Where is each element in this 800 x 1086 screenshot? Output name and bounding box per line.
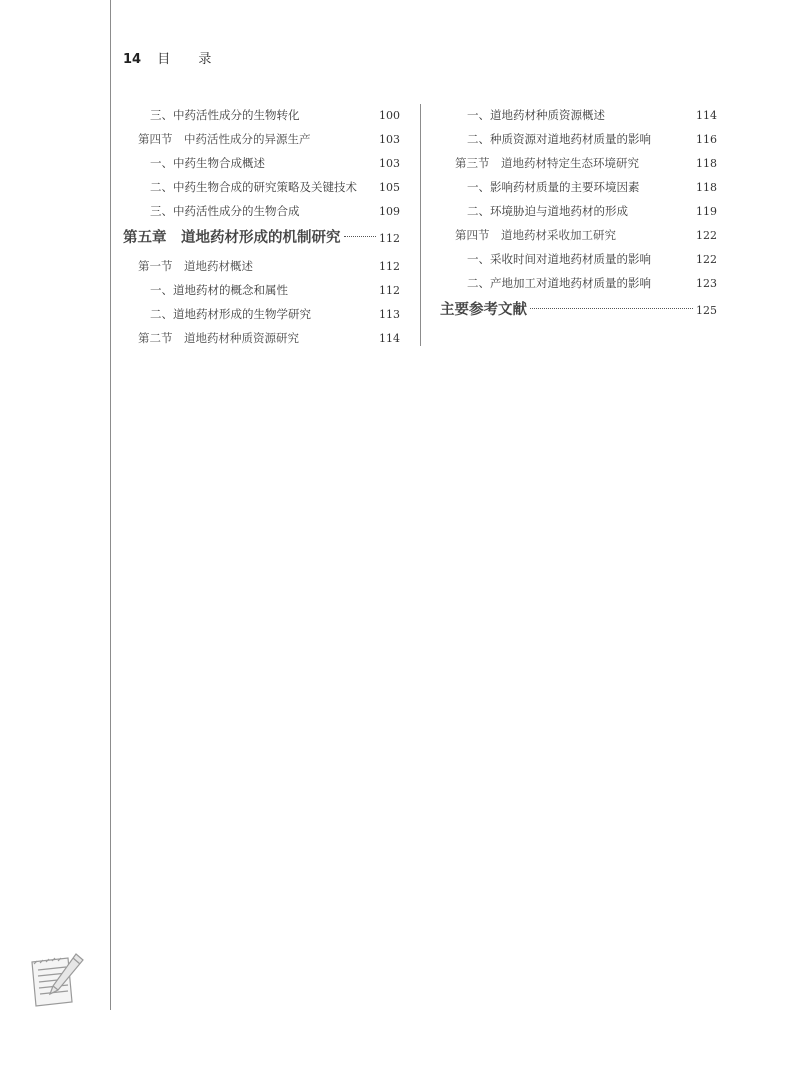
toc-section-page: 114 <box>379 332 400 345</box>
page-number: 14 <box>123 52 142 67</box>
toc-entry-page: 116 <box>696 133 717 146</box>
toc-left-column <box>123 103 400 350</box>
toc-section-title: 第一节 道地药材概述 <box>138 259 253 273</box>
toc-entry-page: 112 <box>379 284 400 297</box>
toc-entry[interactable] <box>440 127 717 151</box>
dot-leader <box>530 308 693 309</box>
toc-entry-page: 100 <box>379 109 400 122</box>
toc-entry-title: 二、产地加工对道地药材质量的影响 <box>467 276 651 290</box>
toc-entry-title: 二、环境胁迫与道地药材的形成 <box>467 204 628 218</box>
dot-leader <box>344 236 377 237</box>
toc-entry[interactable] <box>123 175 400 199</box>
toc-entry-page: 105 <box>379 181 400 194</box>
toc-section[interactable] <box>440 151 717 175</box>
toc-section-title: 第二节 道地药材种质资源研究 <box>138 331 299 345</box>
toc-section-page: 112 <box>379 260 400 273</box>
toc-entry-title: 一、影响药材质量的主要环境因素 <box>467 180 640 194</box>
toc-chapter-title: 主要参考文献 <box>440 302 527 318</box>
toc-entry-title: 二、道地药材形成的生物学研究 <box>150 307 311 321</box>
toc-entry[interactable] <box>123 103 400 127</box>
toc-entry-title: 三、中药活性成分的生物转化 <box>150 108 300 122</box>
column-divider <box>420 104 421 346</box>
toc-section-page: 122 <box>696 229 717 242</box>
toc-entry-title: 一、采收时间对道地药材质量的影响 <box>467 252 651 266</box>
header-label: 目 录 <box>157 52 224 67</box>
toc-entry[interactable] <box>440 175 717 199</box>
toc-entry-title: 一、道地药材种质资源概述 <box>467 108 605 122</box>
toc-entry[interactable] <box>123 151 400 175</box>
toc-entry-title: 二、中药生物合成的研究策略及关键技术 <box>150 180 357 194</box>
toc-right-column <box>440 103 717 326</box>
toc-entry[interactable] <box>123 199 400 223</box>
toc-section[interactable] <box>123 326 400 350</box>
toc-entry-title: 一、中药生物合成概述 <box>150 156 265 170</box>
toc-chapter[interactable] <box>440 295 717 326</box>
toc-section-title: 第四节 道地药材采收加工研究 <box>455 228 616 242</box>
toc-entry[interactable] <box>440 271 717 295</box>
toc-entry-title: 二、种质资源对道地药材质量的影响 <box>467 132 651 146</box>
toc-section[interactable] <box>440 223 717 247</box>
toc-entry[interactable] <box>123 278 400 302</box>
toc-section-page: 118 <box>696 157 717 170</box>
notepad-pencil-icon <box>28 950 86 1008</box>
toc-entry-page: 118 <box>696 181 717 194</box>
toc-entry-title: 三、中药活性成分的生物合成 <box>150 204 300 218</box>
toc-chapter[interactable] <box>123 223 400 254</box>
toc-entry-page: 114 <box>696 109 717 122</box>
toc-entry[interactable] <box>440 247 717 271</box>
toc-chapter-title: 第五章 道地药材形成的机制研究 <box>123 230 341 246</box>
toc-entry-page: 123 <box>696 277 717 290</box>
toc-entry[interactable] <box>440 103 717 127</box>
toc-section[interactable] <box>123 254 400 278</box>
toc-section-page: 103 <box>379 133 400 146</box>
toc-chapter-page: 112 <box>379 232 400 245</box>
toc-section[interactable] <box>123 127 400 151</box>
toc-entry-title: 一、道地药材的概念和属性 <box>150 283 288 297</box>
toc-entry[interactable] <box>123 302 400 326</box>
page-spine-line <box>110 0 111 1010</box>
toc-entry-page: 113 <box>379 308 400 321</box>
page-header <box>123 48 223 67</box>
toc-entry-page: 109 <box>379 205 400 218</box>
toc-section-title: 第四节 中药活性成分的异源生产 <box>138 132 311 146</box>
toc-entry-page: 119 <box>696 205 717 218</box>
toc-entry[interactable] <box>440 199 717 223</box>
toc-entry-page: 122 <box>696 253 717 266</box>
toc-chapter-page: 125 <box>696 304 717 317</box>
toc-entry-page: 103 <box>379 157 400 170</box>
toc-section-title: 第三节 道地药材特定生态环境研究 <box>455 156 639 170</box>
